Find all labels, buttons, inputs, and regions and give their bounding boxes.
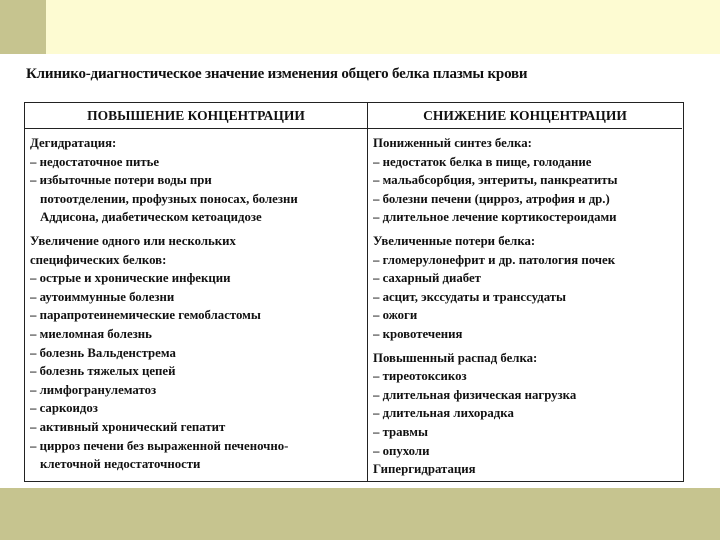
increase-column-body — [25, 129, 367, 474]
left-line: – цирроз печени без выраженной печеночно- — [30, 438, 289, 453]
right-line: – длительное лечение кортикостероидами — [373, 210, 617, 225]
right-line: – болезни печени (цирроз, атрофия и др.) — [373, 191, 610, 206]
left-line: – саркоидоз — [30, 401, 98, 416]
decrease-column — [368, 103, 682, 481]
left-line: клеточной недостаточности — [40, 457, 201, 472]
left-line: Аддисона, диабетическом кетоацидозе — [40, 210, 262, 225]
increase-column-header: ПОВЫШЕНИЕ КОНЦЕНТРАЦИИ — [25, 103, 367, 129]
left-line: – аутоиммунные болезни — [30, 289, 175, 304]
right-line: Повышенный распад белка: — [373, 350, 538, 365]
left-line: – острые и хронические инфекции — [30, 271, 231, 286]
right-line: – кровотечения — [373, 326, 463, 341]
left-line: – активный хронический гепатит — [30, 419, 226, 434]
slide-bottom-band — [0, 488, 720, 540]
right-line: Увеличенные потери белка: — [373, 233, 536, 248]
left-line: специфических белков: — [30, 252, 167, 267]
left-line: потоотделении, профузных поносах, болезни — [40, 191, 298, 206]
right-line: – недостаток белка в пище, голодание — [373, 154, 592, 169]
right-line: Гипергидратация — [373, 462, 476, 477]
slide-top-band — [0, 0, 720, 54]
left-line: – лимфогранулематоз — [30, 382, 157, 397]
right-line: – длительная лихорадка — [373, 406, 514, 421]
right-line: – мальабсорбция, энтериты, панкреатиты — [373, 173, 618, 188]
increase-column — [25, 103, 368, 481]
left-line: – миеломная болезнь — [30, 326, 152, 341]
protein-table — [24, 102, 684, 482]
right-line: – опухоли — [373, 443, 430, 458]
left-line: – болезнь тяжелых цепей — [30, 364, 176, 379]
slide-corner-block — [0, 0, 46, 54]
document-title: Клинико-диагностическое значение изменения общего белка плазмы крови — [26, 66, 528, 82]
right-line: – тиреотоксикоз — [373, 369, 467, 384]
scanned-document — [14, 58, 706, 486]
left-line: – избыточные потери воды при — [30, 173, 212, 188]
right-line: – ожоги — [373, 308, 418, 323]
right-line: – асцит, экссудаты и транссудаты — [373, 289, 567, 304]
left-line: Дегидратация: — [30, 136, 117, 150]
right-line: – гломерулонефрит и др. патология почек — [373, 252, 616, 267]
right-line: Пониженный синтез белка: — [373, 136, 532, 150]
left-line: – болезнь Вальденстрема — [30, 345, 176, 360]
left-line: – недостаточное питье — [30, 154, 160, 169]
left-line: Увеличение одного или нескольких — [30, 233, 236, 248]
decrease-column-header: СНИЖЕНИЕ КОНЦЕНТРАЦИИ — [368, 103, 682, 129]
right-line: – травмы — [373, 424, 428, 439]
right-line: – длительная физическая нагрузка — [373, 387, 577, 402]
left-line: – парапротеинемические гемобластомы — [30, 308, 261, 323]
decrease-column-body — [368, 129, 682, 479]
right-line: – сахарный диабет — [373, 271, 481, 286]
